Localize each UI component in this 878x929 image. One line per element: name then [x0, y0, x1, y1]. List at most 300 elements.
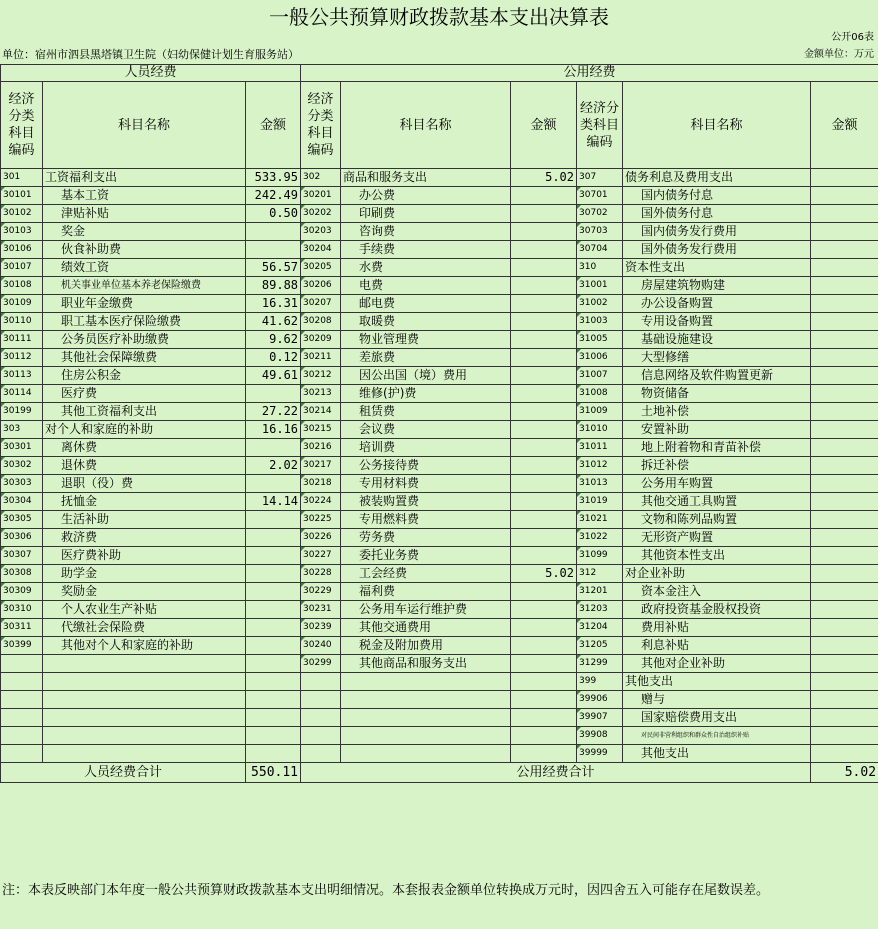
name-cell: 代缴社会保险费	[43, 619, 246, 637]
code-cell: 30310	[1, 601, 43, 619]
table-row	[1, 331, 878, 349]
code-cell	[1, 727, 43, 745]
amount-cell: 16.31	[246, 295, 301, 313]
name-cell: 地上附着物和青苗补偿	[623, 439, 811, 457]
code-cell	[1, 709, 43, 727]
code-cell: 31022	[577, 529, 623, 547]
code-cell: 30110	[1, 313, 43, 331]
code-cell: 31201	[577, 583, 623, 601]
table-row	[1, 583, 878, 601]
code-cell: 31019	[577, 493, 623, 511]
name-cell: 其他支出	[623, 673, 811, 691]
name-cell: 物资储备	[623, 385, 811, 403]
name-cell: 医疗费	[43, 385, 246, 403]
name-cell: 公务用车购置	[623, 475, 811, 493]
name-cell: 福利费	[341, 583, 511, 601]
amount-cell	[246, 619, 301, 637]
personnel-total-amount: 550.11	[246, 763, 301, 783]
code-cell: 30311	[1, 619, 43, 637]
table-row	[1, 385, 878, 403]
table-row	[1, 205, 878, 223]
name-cell: 安置补助	[623, 421, 811, 439]
amount-cell	[511, 313, 577, 331]
name-cell: 其他工资福利支出	[43, 403, 246, 421]
amount-cell	[511, 385, 577, 403]
name-cell: 被装购置费	[341, 493, 511, 511]
code-cell: 30224	[301, 493, 341, 511]
name-cell: 专用燃料费	[341, 511, 511, 529]
name-cell: 公务员医疗补助缴费	[43, 331, 246, 349]
name-cell: 对个人和家庭的补助	[43, 421, 246, 439]
name-cell: 因公出国（境）费用	[341, 367, 511, 385]
name-cell: 公务接待费	[341, 457, 511, 475]
code-cell: 30227	[301, 547, 341, 565]
amount-cell	[246, 223, 301, 241]
amount-cell: 41.62	[246, 313, 301, 331]
name-cell: 助学金	[43, 565, 246, 583]
table-row	[1, 673, 878, 691]
totals-row	[1, 763, 878, 783]
name-cell	[43, 727, 246, 745]
form-code: 公开06表	[831, 32, 874, 43]
amount-cell	[246, 709, 301, 727]
amount-cell: 56.57	[246, 259, 301, 277]
name-cell: 商品和服务支出	[341, 169, 511, 187]
code-cell: 39908	[577, 727, 623, 745]
code-cell: 30302	[1, 457, 43, 475]
code-header: 经济分类科目编码	[577, 82, 623, 169]
code-cell: 30101	[1, 187, 43, 205]
name-cell: 抚恤金	[43, 493, 246, 511]
table-row	[1, 475, 878, 493]
code-cell: 30111	[1, 331, 43, 349]
code-cell: 30704	[577, 241, 623, 259]
code-cell: 30239	[301, 619, 341, 637]
name-cell: 基本工资	[43, 187, 246, 205]
table-row	[1, 313, 878, 331]
name-cell: 税金及附加费用	[341, 637, 511, 655]
table-row	[1, 421, 878, 439]
name-cell: 邮电费	[341, 295, 511, 313]
table-row	[1, 367, 878, 385]
amount-cell	[811, 313, 878, 331]
code-cell: 30216	[301, 439, 341, 457]
code-cell: 30212	[301, 367, 341, 385]
code-cell: 30225	[301, 511, 341, 529]
amount-cell	[511, 745, 577, 763]
name-cell: 会议费	[341, 421, 511, 439]
name-header: 科目名称	[43, 82, 246, 169]
amount-cell	[246, 547, 301, 565]
code-cell: 30103	[1, 223, 43, 241]
amount-cell	[246, 241, 301, 259]
name-cell: 电费	[341, 277, 511, 295]
amount-cell	[511, 205, 577, 223]
name-cell: 资本金注入	[623, 583, 811, 601]
name-cell: 职业年金缴费	[43, 295, 246, 313]
table-row	[1, 637, 878, 655]
amount-cell	[511, 421, 577, 439]
amount-cell	[511, 601, 577, 619]
code-cell: 30299	[301, 655, 341, 673]
table-row	[1, 187, 878, 205]
code-cell: 30106	[1, 241, 43, 259]
public-total-label: 公用经费合计	[301, 763, 811, 783]
amount-cell: 242.49	[246, 187, 301, 205]
table-row	[1, 619, 878, 637]
table-row	[1, 709, 878, 727]
table-row	[1, 601, 878, 619]
amount-cell	[811, 385, 878, 403]
table-row	[1, 547, 878, 565]
amount-cell	[246, 475, 301, 493]
amount-cell	[811, 277, 878, 295]
name-cell	[43, 673, 246, 691]
code-cell: 30208	[301, 313, 341, 331]
code-cell	[301, 709, 341, 727]
code-cell: 31013	[577, 475, 623, 493]
table-row	[1, 169, 878, 187]
code-cell: 31003	[577, 313, 623, 331]
amount-cell	[811, 529, 878, 547]
amount-cell	[811, 367, 878, 385]
amount-cell	[246, 439, 301, 457]
code-header: 经济分类科目编码	[301, 82, 341, 169]
name-cell: 奖励金	[43, 583, 246, 601]
name-cell: 培训费	[341, 439, 511, 457]
amount-header: 金额	[246, 82, 301, 169]
amount-cell	[511, 331, 577, 349]
amount-cell	[246, 655, 301, 673]
amount-cell	[511, 511, 577, 529]
code-cell	[301, 727, 341, 745]
amount-cell	[511, 457, 577, 475]
name-cell: 咨询费	[341, 223, 511, 241]
amount-cell	[511, 295, 577, 313]
code-cell: 31011	[577, 439, 623, 457]
amount-cell	[811, 295, 878, 313]
name-cell: 信息网络及软件购置更新	[623, 367, 811, 385]
name-cell: 债务利息及费用支出	[623, 169, 811, 187]
name-cell	[341, 709, 511, 727]
code-cell: 31006	[577, 349, 623, 367]
code-cell: 30308	[1, 565, 43, 583]
amount-cell	[811, 493, 878, 511]
amount-cell	[246, 673, 301, 691]
name-cell: 费用补贴	[623, 619, 811, 637]
name-cell: 对民间非营利组织和群众性自治组织补贴	[623, 727, 811, 745]
name-cell: 手续费	[341, 241, 511, 259]
name-cell: 公务用车运行维护费	[341, 601, 511, 619]
name-cell: 租赁费	[341, 403, 511, 421]
code-cell: 30303	[1, 475, 43, 493]
name-cell: 差旅费	[341, 349, 511, 367]
table-row	[1, 295, 878, 313]
amount-cell	[246, 385, 301, 403]
code-cell	[1, 745, 43, 763]
name-cell: 工会经费	[341, 565, 511, 583]
amount-cell	[811, 511, 878, 529]
code-cell: 30229	[301, 583, 341, 601]
code-cell: 312	[577, 565, 623, 583]
name-cell: 对企业补助	[623, 565, 811, 583]
code-cell: 31204	[577, 619, 623, 637]
amount-cell	[246, 691, 301, 709]
amount-cell	[511, 547, 577, 565]
code-cell: 30108	[1, 277, 43, 295]
amount-cell	[811, 439, 878, 457]
amount-cell	[811, 457, 878, 475]
amount-cell	[246, 529, 301, 547]
code-cell: 30102	[1, 205, 43, 223]
code-cell: 30203	[301, 223, 341, 241]
code-cell: 39906	[577, 691, 623, 709]
name-cell: 维修(护)费	[341, 385, 511, 403]
name-cell: 国内债务付息	[623, 187, 811, 205]
unit-label: 单位：宿州市泗县黑塔镇卫生院（妇幼保健计划生育服务站）	[2, 48, 299, 61]
amount-cell	[511, 727, 577, 745]
amount-cell	[246, 727, 301, 745]
code-cell: 31010	[577, 421, 623, 439]
amount-cell	[811, 349, 878, 367]
code-cell: 30214	[301, 403, 341, 421]
name-cell	[43, 691, 246, 709]
code-cell: 30217	[301, 457, 341, 475]
name-cell: 生活补助	[43, 511, 246, 529]
amount-cell	[511, 583, 577, 601]
code-cell: 30702	[577, 205, 623, 223]
code-cell: 30201	[301, 187, 341, 205]
amount-cell: 0.50	[246, 205, 301, 223]
amount-cell	[511, 655, 577, 673]
table-row	[1, 691, 878, 709]
name-cell: 大型修缮	[623, 349, 811, 367]
table-row	[1, 457, 878, 475]
name-cell: 机关事业单位基本养老保险缴费	[43, 277, 246, 295]
amount-cell: 49.61	[246, 367, 301, 385]
amount-unit: 金额单位：万元	[804, 49, 874, 60]
code-cell: 30207	[301, 295, 341, 313]
name-cell: 无形资产购置	[623, 529, 811, 547]
name-cell: 离休费	[43, 439, 246, 457]
amount-cell	[811, 673, 878, 691]
amount-cell	[811, 241, 878, 259]
table-row	[1, 493, 878, 511]
code-cell: 30204	[301, 241, 341, 259]
amount-cell	[246, 637, 301, 655]
amount-cell	[511, 619, 577, 637]
code-cell: 30399	[1, 637, 43, 655]
code-cell: 30215	[301, 421, 341, 439]
code-cell: 30218	[301, 475, 341, 493]
amount-cell: 533.95	[246, 169, 301, 187]
amount-cell	[511, 709, 577, 727]
amount-cell: 0.12	[246, 349, 301, 367]
name-cell: 政府投资基金股权投资	[623, 601, 811, 619]
amount-cell	[246, 601, 301, 619]
name-cell	[43, 655, 246, 673]
personnel-header: 人员经费	[1, 65, 301, 82]
code-cell: 30109	[1, 295, 43, 313]
amount-cell	[811, 619, 878, 637]
table-row	[1, 259, 878, 277]
amount-cell	[811, 727, 878, 745]
table-row	[1, 277, 878, 295]
name-cell: 国外债务发行费用	[623, 241, 811, 259]
name-cell	[43, 709, 246, 727]
code-cell: 30703	[577, 223, 623, 241]
code-cell: 31002	[577, 295, 623, 313]
name-cell: 其他支出	[623, 745, 811, 763]
amount-cell	[511, 241, 577, 259]
name-header: 科目名称	[341, 82, 511, 169]
name-cell: 委托业务费	[341, 547, 511, 565]
code-cell: 30228	[301, 565, 341, 583]
name-cell: 文物和陈列品购置	[623, 511, 811, 529]
amount-cell	[811, 691, 878, 709]
code-cell: 30701	[577, 187, 623, 205]
amount-cell	[811, 547, 878, 565]
code-cell: 399	[577, 673, 623, 691]
name-cell: 其他资本性支出	[623, 547, 811, 565]
code-cell: 30209	[301, 331, 341, 349]
name-cell: 其他交通工具购置	[623, 493, 811, 511]
category-header-row	[1, 65, 878, 82]
name-cell: 房屋建筑物购建	[623, 277, 811, 295]
table-row	[1, 241, 878, 259]
amount-cell	[811, 601, 878, 619]
amount-cell	[511, 367, 577, 385]
table-row	[1, 223, 878, 241]
amount-cell	[811, 637, 878, 655]
code-cell: 30211	[301, 349, 341, 367]
amount-cell	[811, 223, 878, 241]
name-cell: 利息补贴	[623, 637, 811, 655]
table-row	[1, 349, 878, 367]
name-cell: 退休费	[43, 457, 246, 475]
amount-cell	[246, 583, 301, 601]
code-cell: 30107	[1, 259, 43, 277]
code-cell: 31012	[577, 457, 623, 475]
amount-cell	[511, 673, 577, 691]
amount-cell	[511, 691, 577, 709]
name-cell	[341, 691, 511, 709]
expenditure-table	[0, 64, 878, 783]
amount-cell	[811, 655, 878, 673]
code-cell	[301, 691, 341, 709]
amount-cell: 2.02	[246, 457, 301, 475]
amount-cell	[511, 223, 577, 241]
amount-cell	[511, 259, 577, 277]
name-cell: 物业管理费	[341, 331, 511, 349]
table-row	[1, 745, 878, 763]
table-row	[1, 439, 878, 457]
code-cell: 301	[1, 169, 43, 187]
code-cell: 30305	[1, 511, 43, 529]
amount-cell	[811, 259, 878, 277]
name-cell: 赠与	[623, 691, 811, 709]
name-cell	[341, 727, 511, 745]
amount-cell	[511, 529, 577, 547]
name-cell	[341, 745, 511, 763]
name-cell: 工资福利支出	[43, 169, 246, 187]
code-cell: 31008	[577, 385, 623, 403]
amount-header: 金额	[811, 82, 878, 169]
code-cell: 30240	[301, 637, 341, 655]
code-cell: 30114	[1, 385, 43, 403]
table-row	[1, 727, 878, 745]
code-cell: 30306	[1, 529, 43, 547]
amount-cell	[811, 475, 878, 493]
code-cell: 30213	[301, 385, 341, 403]
name-cell: 其他社会保障缴费	[43, 349, 246, 367]
name-cell: 其他交通费用	[341, 619, 511, 637]
name-cell: 奖金	[43, 223, 246, 241]
amount-cell	[811, 583, 878, 601]
code-cell: 31205	[577, 637, 623, 655]
amount-cell: 14.14	[246, 493, 301, 511]
code-cell: 39999	[577, 745, 623, 763]
amount-cell: 5.02	[511, 565, 577, 583]
amount-cell	[811, 565, 878, 583]
name-cell: 住房公积金	[43, 367, 246, 385]
personnel-total-label: 人员经费合计	[1, 763, 246, 783]
code-cell: 30113	[1, 367, 43, 385]
code-cell: 30112	[1, 349, 43, 367]
amount-cell	[811, 205, 878, 223]
code-cell	[1, 691, 43, 709]
name-cell: 办公费	[341, 187, 511, 205]
code-cell: 30231	[301, 601, 341, 619]
name-cell: 土地补偿	[623, 403, 811, 421]
amount-header: 金额	[511, 82, 577, 169]
code-cell: 31009	[577, 403, 623, 421]
amount-cell: 27.22	[246, 403, 301, 421]
name-cell: 其他对企业补助	[623, 655, 811, 673]
amount-cell: 9.62	[246, 331, 301, 349]
amount-cell	[511, 403, 577, 421]
name-cell: 国内债务发行费用	[623, 223, 811, 241]
amount-cell	[511, 637, 577, 655]
code-cell: 39907	[577, 709, 623, 727]
amount-cell	[511, 349, 577, 367]
code-cell: 30301	[1, 439, 43, 457]
report-title: 一般公共预算财政拨款基本支出决算表	[269, 5, 609, 29]
name-cell: 国家赔偿费用支出	[623, 709, 811, 727]
amount-cell	[511, 475, 577, 493]
code-cell: 31007	[577, 367, 623, 385]
name-cell: 办公设备购置	[623, 295, 811, 313]
code-cell: 30206	[301, 277, 341, 295]
code-cell	[301, 673, 341, 691]
table-row	[1, 511, 878, 529]
name-cell: 其他对个人和家庭的补助	[43, 637, 246, 655]
table-row	[1, 565, 878, 583]
code-cell: 31005	[577, 331, 623, 349]
name-cell: 专用设备购置	[623, 313, 811, 331]
code-cell: 307	[577, 169, 623, 187]
name-cell: 伙食补助费	[43, 241, 246, 259]
amount-cell	[811, 331, 878, 349]
code-cell: 31001	[577, 277, 623, 295]
amount-cell	[246, 565, 301, 583]
table-row	[1, 403, 878, 421]
name-cell: 资本性支出	[623, 259, 811, 277]
amount-cell	[811, 187, 878, 205]
name-cell: 基础设施建设	[623, 331, 811, 349]
table-row	[1, 529, 878, 547]
footnote: 注：本表反映部门本年度一般公共预算财政拨款基本支出明细情况。本套报表金额单位转换成万元时，因四舍五入可能存在尾数误差。	[2, 883, 770, 898]
